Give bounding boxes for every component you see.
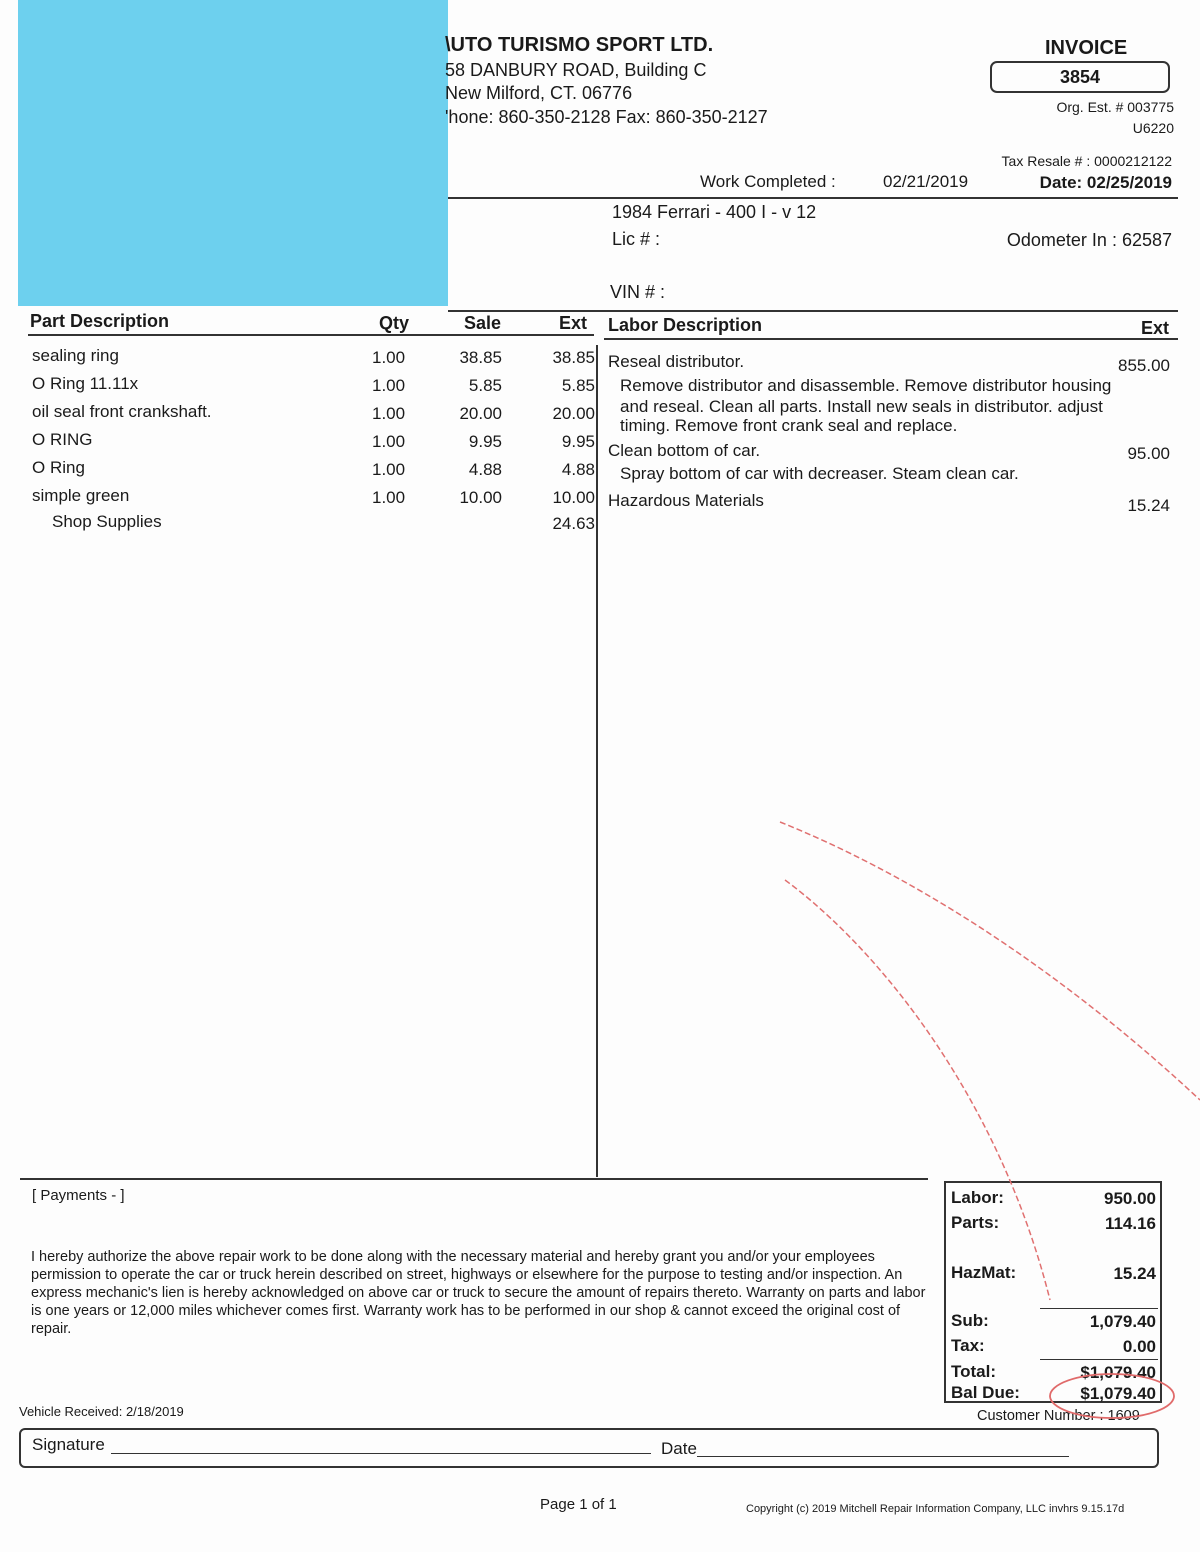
tax-total-label: Tax: [951,1336,985,1355]
invoice-title: INVOICE [1045,37,1128,59]
page-number: Page 1 of 1 [540,1496,617,1513]
labor-total: 950.00 [1104,1189,1156,1208]
labor-ext: 15.24 [1127,496,1170,515]
balance-due-label: Bal Due: [951,1383,1020,1402]
part-sale: 10.00 [459,488,502,507]
part-qty: 1.00 [372,376,406,395]
part-sale: 20.00 [459,404,502,423]
grand-total-label: Total: [951,1362,997,1381]
sale-header: Sale [464,313,502,333]
labor-title: Reseal distributor. [608,352,745,371]
company-phone-fax: 'hone: 860-350-2128 Fax: 860-350-2127 [445,107,768,127]
work-completed-date: 02/21/2019 [883,172,969,191]
part-desc: O Ring 11.11x [32,374,139,393]
labor-description-header: Labor Description [608,315,763,335]
company-address-line2: New Milford, CT. 06776 [445,83,633,103]
part-qty: 1.00 [372,348,406,367]
labor-detail: timing. Remove front crank seal and replace. [620,416,958,435]
vehicle-description: 1984 Ferrari - 400 I - v 12 [612,202,817,222]
part-desc: simple green [32,486,130,505]
invoice-number: 3854 [1059,66,1101,87]
part-description-header: Part Description [30,311,170,331]
annotation-stroke [780,822,1200,1100]
payments-label: [ Payments - ] [32,1187,125,1204]
hazmat-total-label: HazMat: [951,1263,1017,1282]
hazmat-total: 15.24 [1113,1264,1156,1283]
part-desc: O RING [32,430,93,449]
labor-detail: Spray bottom of car with decreaser. Steam clean car. [620,464,1019,483]
copyright: Copyright (c) 2019 Mitchell Repair Information Company, LLC invhrs 9.15.17d [746,1503,1125,1515]
work-completed-label: Work Completed : [700,172,836,191]
ext-header: Ext [559,313,588,333]
labor-ext: 855.00 [1118,356,1170,375]
balance-circle [1050,1374,1174,1418]
org-est: Org. Est. # 003775 [1056,99,1174,115]
annotation-stroke [785,880,1050,1300]
license-label: Lic # : [612,229,661,249]
sub-total-label: Sub: [951,1311,989,1330]
part-ext: 38.85 [552,348,595,367]
part-sale: 9.95 [468,432,502,451]
company-address-line1: 58 DANBURY ROAD, Building C [445,60,707,80]
date-label: Date [661,1439,697,1458]
invoice-date: Date: 02/25/2019 [1039,173,1172,192]
signature-label: Signature [32,1435,105,1454]
part-ext: 9.95 [561,432,595,451]
part-qty: 1.00 [372,432,406,451]
part-sale: 5.85 [468,376,502,395]
part-desc: oil seal front crankshaft. [32,402,212,421]
part-qty: 1.00 [372,460,406,479]
shop-supplies-ext: 24.63 [552,514,595,533]
tax-total: 0.00 [1122,1337,1156,1356]
parts-total: 114.16 [1104,1214,1156,1233]
labor-ext: 95.00 [1127,444,1170,463]
tax-resale: Tax Resale # : 0000212122 [1001,153,1172,169]
vehicle-received: Vehicle Received: 2/18/2019 [19,1404,184,1419]
shop-supplies-desc: Shop Supplies [52,512,162,531]
part-sale: 38.85 [459,348,502,367]
parts-total-label: Parts: [951,1213,1000,1232]
labor-ext-header: Ext [1141,318,1170,338]
labor-title: Clean bottom of car. [608,441,761,460]
part-qty: 1.00 [372,488,406,507]
part-desc: O Ring [32,458,85,477]
vin-label: VIN # : [610,282,666,302]
authorization-text: I hereby authorize the above repair work to be done along with the necessary material and hereby grant you and/or your employees permission to operate the car or truck herein described on street, highways or elsewhere for the purpose to testing and/or inspection. An express mechanic's lien is hereby acknowledged on above car or truck to secure the amount of repairs thereto. Warranty on parts and labor is one years or 12,000 miles whichever comes first. Warranty work has to be performed in our shop & cannot exceed the original cost of repair. [31,1249,926,1337]
labor-detail: Remove distributor and disassemble. Remove distributor housing [620,376,1112,395]
company-name: \UTO TURISMO SPORT LTD. [445,34,714,56]
part-ext: 5.85 [561,376,595,395]
labor-total-label: Labor: [951,1188,1004,1207]
customer-number: Customer Number : 1609 [977,1408,1140,1424]
org-code: U6220 [1132,120,1174,136]
part-ext: 10.00 [552,488,595,507]
part-ext: 20.00 [552,404,595,423]
part-ext: 4.88 [561,460,595,479]
labor-title: Hazardous Materials [608,491,764,510]
odometer: Odometer In : 62587 [1006,230,1172,250]
grand-total: $1,079.40 [1080,1363,1156,1382]
part-sale: 4.88 [468,460,502,479]
sub-total: 1,079.40 [1089,1312,1156,1331]
balance-due: $1,079.40 [1080,1384,1156,1403]
part-desc: sealing ring [32,346,119,365]
labor-detail: and reseal. Clean all parts. Install new seals in distributor. adjust [620,397,1103,416]
qty-header: Qty [379,313,410,333]
part-qty: 1.00 [372,404,406,423]
